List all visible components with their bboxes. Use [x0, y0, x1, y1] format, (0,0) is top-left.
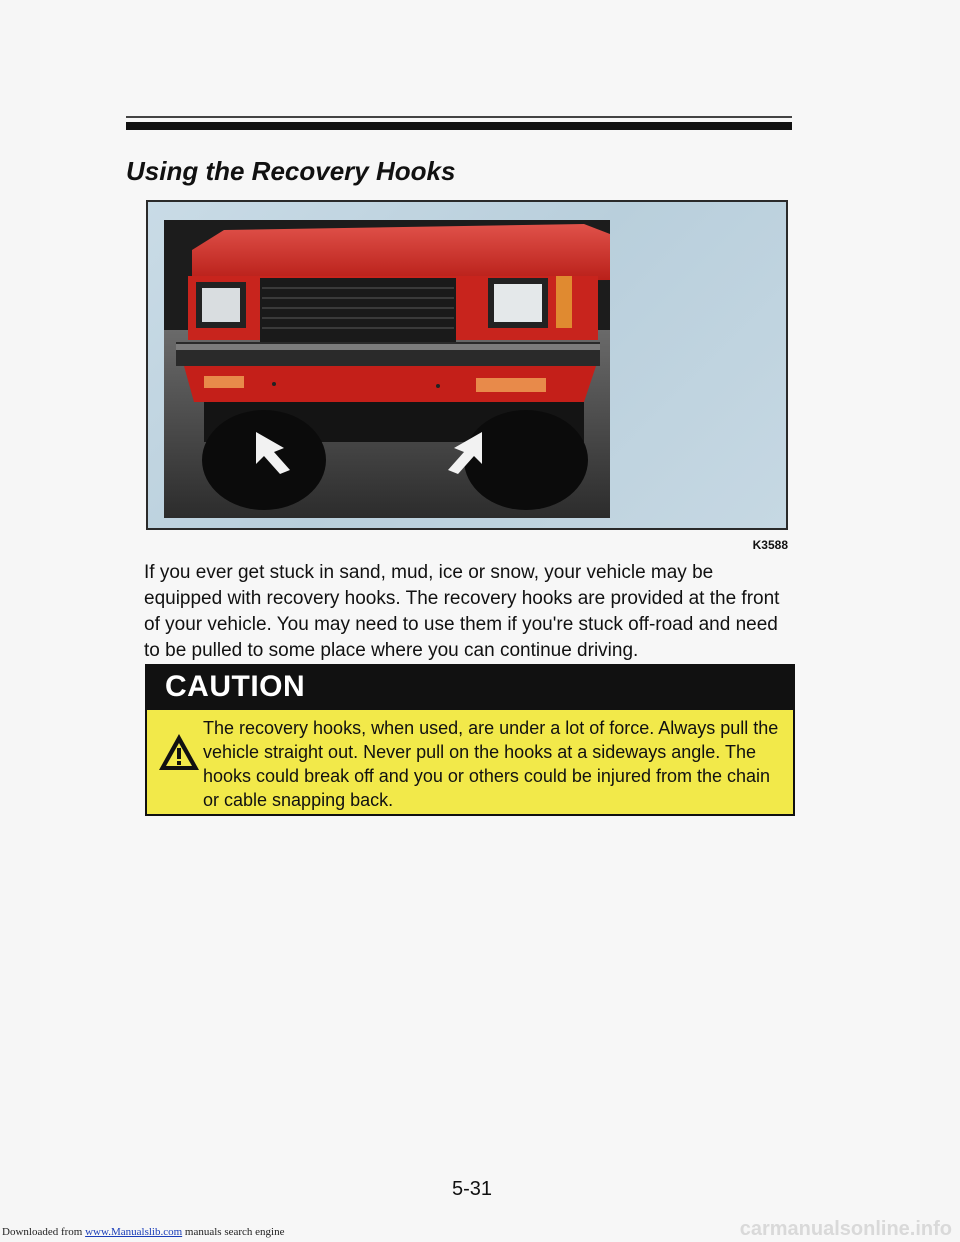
footer-prefix: Downloaded from [2, 1226, 86, 1238]
header-rule [126, 122, 792, 130]
header-thin-rule [126, 116, 792, 118]
footer-link[interactable]: www.Manualslib.com [85, 1226, 183, 1238]
truck-front-photo [164, 220, 610, 518]
warning-triangle-icon [157, 732, 201, 772]
body-paragraph: If you ever get stuck in sand, mud, ice or snow, your vehicle may be equipped with recovery hooks. The recovery hooks are provided at the front of your vehicle. You may need to use them if you're stuck off-road and need to be pulled to some place where you can continue driving. [144, 562, 780, 661]
caution-label: CAUTION [165, 670, 306, 703]
caution-header [147, 666, 793, 710]
figure-frame [146, 200, 788, 530]
figure-code: K3588 [752, 538, 788, 552]
section-title: Using the Recovery Hooks [126, 156, 456, 186]
footer-suffix: manuals search engine [182, 1226, 285, 1238]
page-number: 5-31 [452, 1178, 493, 1200]
footer-download-note [2, 1226, 284, 1238]
truck-illustration [164, 220, 610, 518]
caution-text: The recovery hooks, when used, are under a lot of force. Always pull the vehicle straight out. Never pull on the hooks at a sideways angle. The hooks could break off and you or others could be injured from the chain or cable snapping back. [203, 718, 779, 810]
caution-box [145, 664, 795, 816]
footer-watermark: carmanualsonline.info [739, 1218, 952, 1240]
